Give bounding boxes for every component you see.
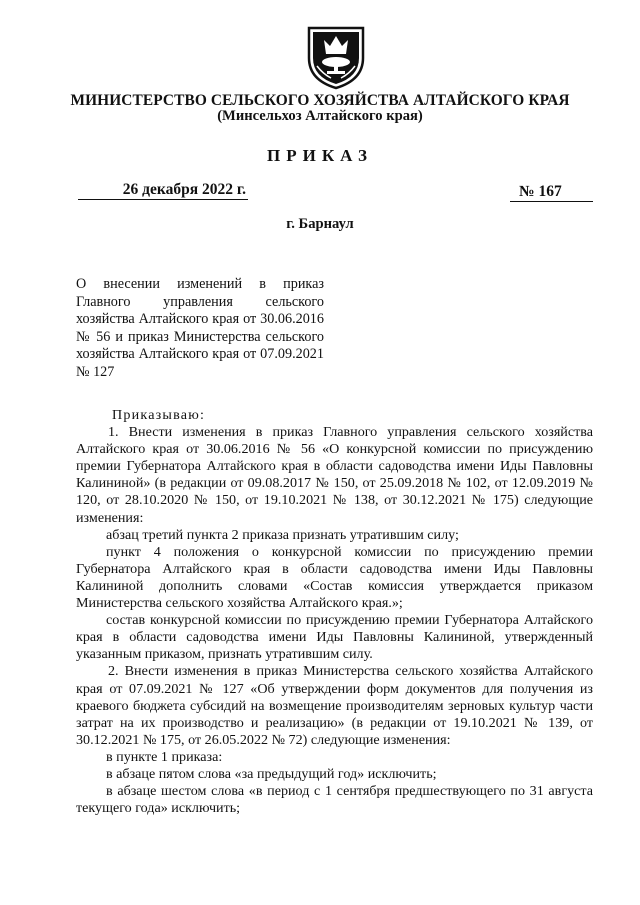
ministry-short-name: (Минсельхоз Алтайского края) [217,108,423,124]
ministry-name: МИНИСТЕРСТВО СЕЛЬСКОГО ХОЗЯЙСТВА АЛТАЙСКОГО КРАЯ [70,92,570,109]
document-subject: О внесении изменений в приказ Главного управления сельского хозяйства Алтайского края от 30.06.2016 № 56 и приказ Министерства сельского хозяйства Алтайского края от 07.09.2021 № 127 [76,276,324,380]
paragraph-2: абзац третий пункта 2 приказа признать утратившим силу; [106,526,459,543]
document-date: 26 декабря 2022 г. [78,181,248,200]
paragraph-5: 2. Внести изменения в приказ Министерства сельского хозяйства Алтайского края от 07.09.2021 № 127 «Об утверждении форм документов для получения из краевого бюджета субсидий на возмещение производителям зерновых культур части затрат на их производство и реализацию» (в редакции от 19.10.2021 № 139, от 30.12.2021 № 175, от 26.05.2022 № 72) следующие изменения: [76,663,593,748]
document-number: № 167 [510,183,593,202]
document-body [76,407,593,817]
order-word: Приказываю: [112,407,206,423]
paragraph-3: пункт 4 положения о конкурсной комиссии по присуждению премии Губернатора Алтайского края в области садоводства имени Иды Павловны Калининой дополнить словами «Состав комиссия утверждается приказом Министерства сельского хозяйства Алтайского края.»; [76,543,593,612]
document-type: ПРИКАЗ [267,146,373,165]
paragraph-4: состав конкурсной комиссии по присуждению премии Губернатора Алтайского края в области садоводства имени Иды Павловны Калининой, утвержденный указанным приказом, признать утратившим силу. [76,612,593,663]
paragraph-8: в абзаце шестом слова «в период с 1 сентября предшествующего по 31 августа текущего года» исключить; [76,783,593,817]
paragraph-1: 1. Внести изменения в приказ Главного управления сельского хозяйства Алтайского края от 30.06.2016 № 56 «О конкурсной комиссии по присуждению премии Губернатора Алтайского края в области садоводства имени Иды Павловны Калининой» (в редакции от 09.08.2017 № 150, от 25.09.2018 № 102, от 12.09.2019 № 120, от 28.10.2020 № 150, от 19.10.2021 № 138, от 30.12.2021 № 175) следующие изменения: [76,424,593,526]
paragraph-7: в абзаце пятом слова «за предыдущий год» исключить; [106,765,437,782]
coat-of-arms-icon [301,22,371,92]
city: г. Барнаул [286,216,354,232]
paragraph-6: в пункте 1 приказа: [106,748,223,765]
